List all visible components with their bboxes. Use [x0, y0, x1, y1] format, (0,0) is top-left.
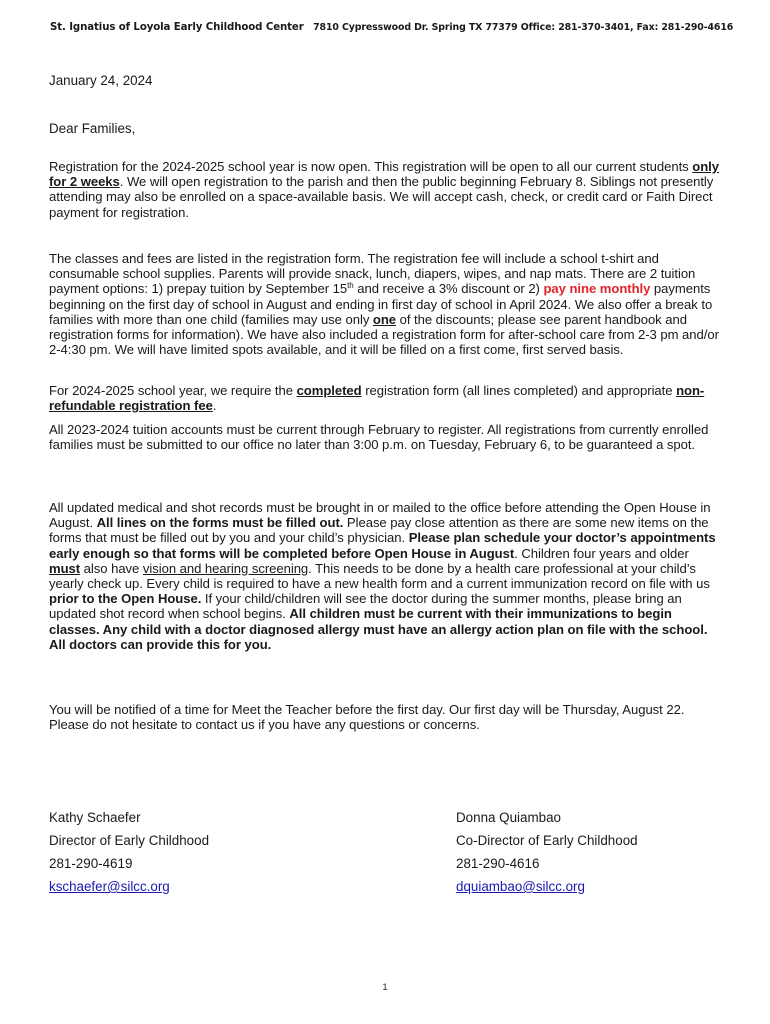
- center-name: St. Ignatius of Loyola Early Childhood Center: [50, 22, 304, 33]
- p5-text-i: . This needs to be done by a health care professional at your child’s yearly check up. Every child is required to have a new health form and a current immunization record on file with us: [49, 560, 710, 592]
- paragraph-classes-fees: [49, 251, 721, 357]
- signer-name: Kathy Schaefer: [49, 810, 141, 825]
- letter-date: January 24, 2024: [49, 73, 153, 88]
- p2-text-b: and receive a 3% discount or 2): [353, 281, 544, 297]
- paragraph-tuition-accounts: [49, 422, 721, 452]
- page-number: 1: [382, 982, 388, 992]
- paragraph-registration-open: [49, 159, 721, 220]
- paragraph-requirements: [49, 383, 721, 413]
- p5-bold-b: All lines on the forms must be filled out.: [96, 515, 344, 531]
- address-contact: 7810 Cypresswood Dr. Spring TX 77379 Office: 281-370-3401, Fax: 281-290-4616: [313, 22, 734, 33]
- letterhead: [50, 22, 740, 33]
- signer-email-link[interactable]: kschaefer@silcc.org: [49, 879, 170, 894]
- p6-text: You will be notified of a time for Meet the Teacher before the first day. Our first day will be Thursday, August 22. Please do not hesitate to contact us if you have any questions or concerns.: [49, 702, 685, 733]
- p3-text-e: .: [212, 398, 217, 414]
- p5-emphasis-must: must: [49, 560, 81, 576]
- p3-emphasis-completed: completed: [296, 383, 362, 398]
- p2-text-e: of the discounts; please see parent handbook and registration forms for information). We have also included a registration form for after-school care from 2-3 pm and/or 2-4:30 pm. We will have limited spots available, and it will be filled on a first come, first served basis.: [49, 311, 719, 358]
- p5-bold-d: Please plan schedule your doctor’s appointments early enough so that forms will be completed before Open House in August: [49, 530, 716, 561]
- p2-superscript: th: [347, 281, 354, 291]
- p5-text-k: If your child/children will see the doctor during the summer months, please bring an updated shot record when school begins.: [49, 591, 682, 622]
- p3-emphasis-fee: non-refundable registration fee: [49, 383, 705, 414]
- p3-text-a: For 2024-2025 school year, we require the: [49, 383, 297, 398]
- p5-text-c: Please pay close attention as there are some new items on the forms that must be filled out by you and your child’s physician.: [49, 515, 709, 546]
- p2-text-c: payments beginning on the first day of school in August and ending in first day of school in April 2024. We also offer a break to families with more than one child (families may use only: [49, 281, 713, 327]
- paragraph-meet-teacher: [49, 702, 721, 732]
- signature-block-director: [49, 806, 209, 898]
- signer-title: Director of Early Childhood: [49, 833, 210, 848]
- signer-name: Donna Quiambao: [456, 810, 561, 825]
- signature-block-co-director: [456, 806, 638, 898]
- p5-underline-screening: vision and hearing screening: [142, 560, 309, 576]
- signer-title: Co-Director of Early Childhood: [456, 833, 638, 848]
- signer-phone: 281-290-4616: [456, 856, 540, 871]
- p3-text-c: registration form (all lines completed) and appropriate: [361, 383, 677, 398]
- signer-phone: 281-290-4619: [49, 856, 133, 871]
- p5-text-a: All updated medical and shot records must be brought in or mailed to the office before attending the Open House in August.: [49, 500, 711, 531]
- p5-bold-l: All children must be current with their immunizations to begin classes. Any child with a doctor diagnosed allergy must have an allergy action plan on file with the school. All doctors can provide this for you.: [49, 606, 708, 652]
- signer-email-link[interactable]: dquiambao@silcc.org: [456, 879, 585, 894]
- salutation: Dear Families,: [49, 121, 136, 136]
- p2-text-a: The classes and fees are listed in the registration form. The registration fee will include a school t-shirt and consumable school supplies. Parents will provide snack, lunch, diapers, wipes, and nap mats. There are 2 tuition payment options: 1) prepay tuition by September 15: [49, 251, 696, 297]
- p1-text-a: Registration for the 2024-2025 school year is now open. This registration will be open to all our current students: [49, 159, 693, 174]
- paragraph-medical-records: [49, 500, 721, 652]
- p1-emphasis: only for 2 weeks: [49, 159, 719, 190]
- p5-text-g: also have: [80, 560, 143, 576]
- p1-text-c: . We will open registration to the parish and then the public beginning February 8. Siblings not presently attending may also be enrolled on a space-available basis. We will accept cash, check, or credit card or Faith Direct payment for registration.: [49, 174, 714, 220]
- p4-text: All 2023-2024 tuition accounts must be current through February to register. All registrations from currently enrolled families must be submitted to our office no later than 3:00 p.m. on Tuesday, February 6, to be guaranteed a spot.: [49, 422, 709, 453]
- p2-emphasis-one: one: [372, 311, 397, 327]
- p5-text-e: . Children four years and older: [514, 545, 689, 561]
- p5-bold-j: prior to the Open House.: [49, 591, 202, 607]
- p2-red-emphasis: pay nine monthly: [543, 281, 651, 297]
